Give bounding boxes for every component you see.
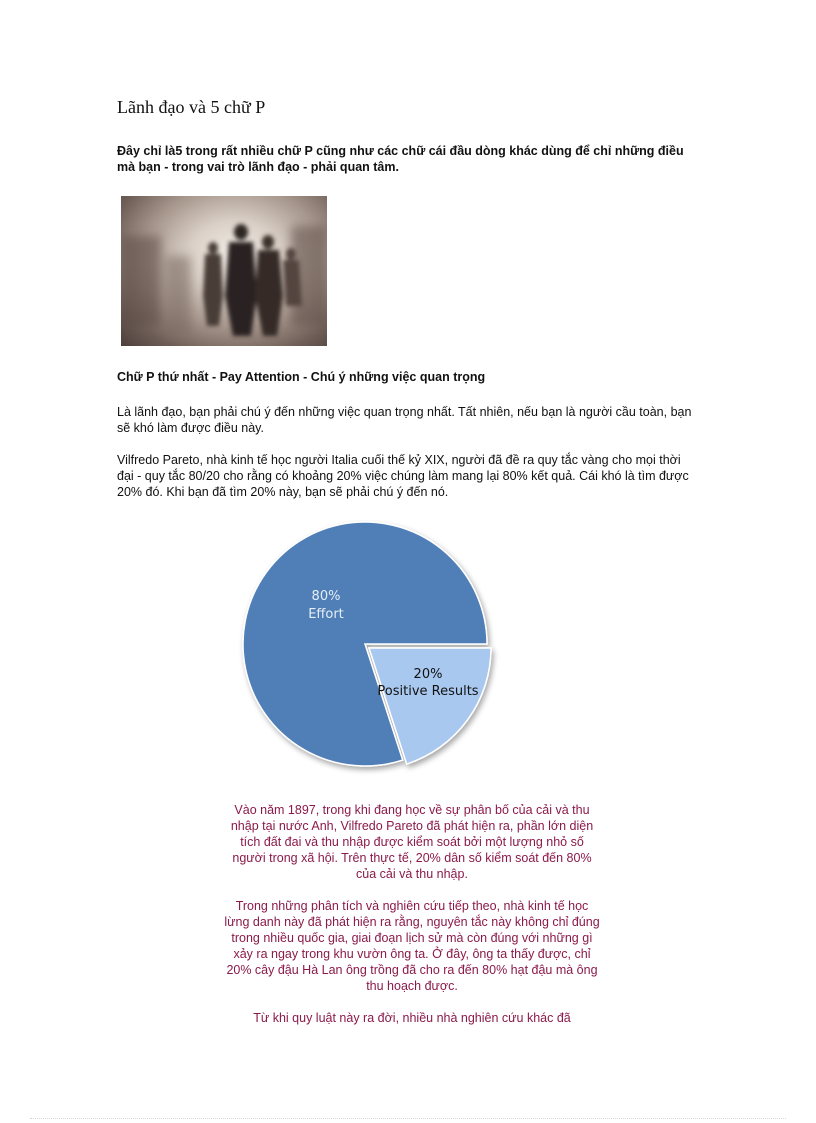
pie-svg xyxy=(230,520,510,790)
people-walking-photo xyxy=(121,196,327,346)
section-heading: Chữ P thứ nhất - Pay Attention - Chú ý những việc quan trọng xyxy=(117,370,486,384)
slice-label-results-pct: 20% xyxy=(413,667,443,682)
section-paragraph-2: Vilfredo Pareto, nhà kinh tế học người Italia cuối thế kỷ XIX, người đã đề ra quy tắc vàng cho mọi thời đại - quy tắc 80/20 cho rằng có khoảng 20% việc chúng làm mang lại 80% kết quả. Cái khó là tìm được 20% đó. Khi bạn đã tìm 20% này, bạn sẽ phải chú ý đến nó. xyxy=(117,453,689,499)
quote-paragraph-2: Trong những phân tích và nghiên cứu tiếp theo, nhà kinh tế học lừng danh này đã phát hiện ra rằng, nguyên tắc này không chỉ đúng trong nhiều quốc gia, giai đoạn lịch sử mà còn đúng với những gì xảy ra ngay trong khu vườn ông ta. Ở đây, ông ta thấy được, chỉ 20% cây đậu Hà Lan ông trồng đã cho ra đến 80% hạt đậu mà ông thu hoạch được. xyxy=(224,899,600,993)
slice-label-effort-pct: 80% xyxy=(311,589,341,604)
slice-label-effort: Effort xyxy=(308,607,344,622)
section-paragraph-1: Là lãnh đạo, bạn phải chú ý đến những việc quan trọng nhất. Tất nhiên, nếu bạn là người cầu toàn, bạn sẽ khó làm được điều này. xyxy=(117,405,692,435)
pareto-pie-chart xyxy=(230,520,510,790)
intro-paragraph: Đây chỉ là5 trong rất nhiều chữ P cũng như các chữ cái đầu dòng khác dùng để chỉ những điều mà bạn - trong vai trò lãnh đạo - phải quan tâm. xyxy=(117,144,684,174)
photo-silhouettes xyxy=(121,196,327,346)
page-title: Lãnh đạo và 5 chữ P xyxy=(117,97,266,117)
quote-paragraph-1: Vào năm 1897, trong khi đang học về sự phân bố của cải và thu nhập tại nước Anh, Vilfredo Pareto đã phát hiện ra, phần lớn diện tích đất đai và thu nhập được kiểm soát bởi một lượng nhỏ số người trong xã hội. Trên thực tế, 20% dân số kiểm soát đến 80% của cải và thu nhập. xyxy=(230,803,594,881)
quote-paragraph-3: Từ khi quy luật này ra đời, nhiều nhà nghiên cứu khác đã xyxy=(253,1011,571,1025)
slice-label-results: Positive Results xyxy=(377,684,479,699)
page-bottom-divider xyxy=(30,1118,786,1119)
